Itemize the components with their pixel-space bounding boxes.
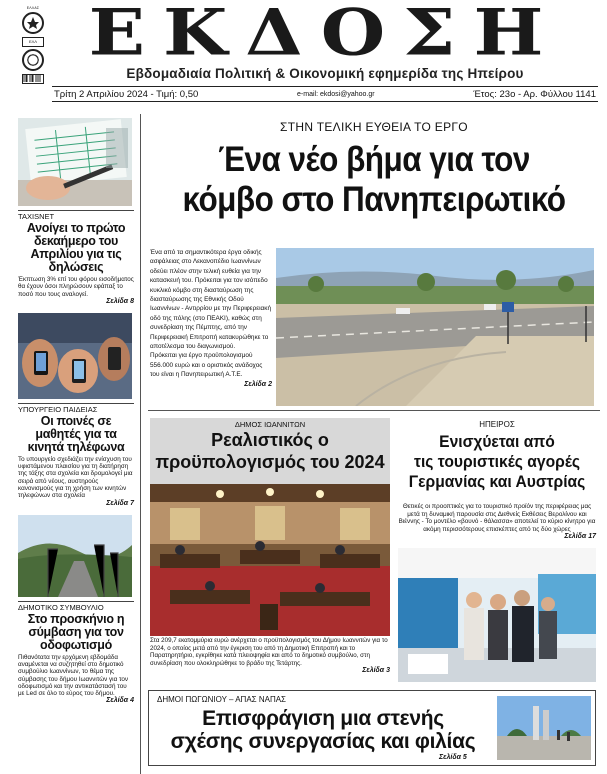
left-column bbox=[18, 118, 134, 704]
story-section-label: ΥΠΟΥΡΓΕΙΟ ΠΑΙΔΕΙΑΣ bbox=[18, 403, 134, 414]
bottom-headline-line: σχέσης συνεργασίας και φιλίας bbox=[170, 730, 476, 753]
tax-form-photo bbox=[18, 118, 132, 206]
side-logos bbox=[18, 6, 48, 90]
lead-body bbox=[150, 248, 272, 389]
lead-paragraph: Πρόκειται για έργο προϋπολογισμού 556.000 ευρώ και ο οριστικός ανάδοχος του είναι η Πανηπειρωτική Α.Τ.Ε. bbox=[150, 352, 263, 379]
budget-headline-line: Ρεαλιστικός ο bbox=[211, 430, 329, 450]
bottom-headline[interactable] bbox=[155, 707, 491, 753]
side-tag: ΕΛΛΑΣ bbox=[26, 6, 40, 10]
lead-kicker: ΣΤΗΝ ΤΕΛΙΚΗ ΕΥΘΕΙΑ ΤΟ ΕΡΓΟ bbox=[280, 120, 468, 134]
masthead bbox=[0, 0, 607, 98]
tourism-fair-photo bbox=[398, 548, 596, 682]
lead-headline-line: κόμβο στο Πανηπειρωτικό bbox=[182, 180, 566, 219]
issue-date-price: Τρίτη 2 Απριλίου 2024 - Τιμή: 0,50 bbox=[54, 88, 199, 100]
tourism-body bbox=[398, 503, 596, 541]
newspaper-title: ΕΚΔΟΣΗ bbox=[88, 0, 562, 70]
tourism-kicker: ΗΠΕΙΡΟΣ bbox=[479, 420, 515, 429]
tourism-paragraph: Θετικές οι προοπτικές για το τουριστικό προϊόν της περιφέρειας μας μετά τη δυναμική παρουσία στις Διεθνείς Εκθέσεις Βερολίνου και Βιέννης - Το μοντέλο «βουνό - θάλασσα» αποτελεί το κύριο κίνητρο για ακόμη περισσότερους επισκέπτες από τις δύο χώρες bbox=[398, 503, 596, 533]
tourism-headline-line: τις τουριστικές αγορές bbox=[413, 452, 581, 471]
page-reference[interactable]: Σελίδα 4 bbox=[106, 697, 134, 705]
tourism-headline[interactable] bbox=[406, 432, 588, 492]
junction-road-photo bbox=[276, 248, 594, 406]
page-reference[interactable]: Σελίδα 7 bbox=[106, 499, 134, 507]
lead-headline-line: Ένα νέο βήμα για τον bbox=[218, 140, 530, 179]
students-phones-photo bbox=[18, 313, 132, 399]
budget-headline-line: προϋπολογισμός του 2024 bbox=[155, 452, 385, 472]
page-reference[interactable]: Σελίδα 5 bbox=[439, 754, 467, 761]
lead-paragraph: Ένα από τα σημαντικότερα έργα οδικής ασφάλειας στο Λεκανοπέδιο Ιωαννίνων οδεύει πλέον στην τελική ευθεία για την κατασκευή του. Πρόκειται για τον ισόπεδο κυκλικό κόμβο στη διασταύρωση της διασταύρωσης της Εθνικής Οδού Ιωαννίνων - Αντιρρίου με την Περιφερειακή οδό της πόλης (στο ΠΕΑΚΙ), καθώς στη συνεδρίαση της Πέμπτης, από την Περιφερειακή Επιτροπή κατακυρώθηκε το αποτέλεσμα του διαγωνισμού. bbox=[150, 249, 271, 351]
story-headline[interactable]: Ανοίγει το πρώτο δεκαήμερο του Απριλίου για τις δηλώσεις bbox=[26, 221, 126, 274]
contact-email[interactable]: e-mail: ekdosi@yahoo.gr bbox=[297, 90, 375, 98]
issue-number: Έτος: 23ο - Αρ. Φύλλου 1141 bbox=[473, 88, 596, 100]
budget-body bbox=[150, 637, 390, 675]
barcode-icon bbox=[22, 74, 44, 84]
side-story-taxisnet[interactable] bbox=[18, 118, 134, 305]
column-divider bbox=[140, 114, 141, 774]
story-section-label: ΔΗΜΟΤΙΚΟ ΣΥΜΒΟΥΛΙΟ bbox=[18, 601, 134, 612]
budget-headline[interactable] bbox=[150, 429, 390, 473]
bottom-kicker: ΔΗΜΟΙ ΠΩΓΩΝΙΟΥ – ΑΠΑΣ ΝΑΠΑΣ bbox=[157, 695, 286, 704]
page-reference[interactable]: Σελίδα 17 bbox=[564, 533, 596, 541]
publisher-logo: ΕΛΛ bbox=[22, 37, 44, 47]
budget-headline-box bbox=[150, 418, 390, 484]
page-reference[interactable]: Σελίδα 3 bbox=[362, 667, 390, 675]
side-story-street-lighting[interactable] bbox=[18, 515, 134, 705]
emblem-logo-icon bbox=[22, 12, 44, 34]
issue-info-bar bbox=[52, 86, 598, 102]
page-reference[interactable]: Σελίδα 8 bbox=[106, 297, 134, 305]
page-reference[interactable]: Σελίδα 2 bbox=[244, 380, 272, 388]
seal-logo-icon bbox=[22, 49, 44, 71]
story-headline[interactable]: Στο προσκήνιο η σύμβαση για τον οδοφωτισμό bbox=[27, 611, 125, 652]
story-headline[interactable]: Οι ποινές σε μαθητές για τα κινητά τηλέφωνα bbox=[27, 413, 125, 454]
bottom-headline-line: Επισφράγιση μια στενής bbox=[202, 707, 444, 730]
story-summary: Έκπτωση 3% επί του φόρου εισοδήματος θα έχουν όσοι πληρώσουν εφάπαξ το ποσό που τους αναλογεί. bbox=[18, 276, 134, 298]
newspaper-subtitle: Εβδομαδιαία Πολιτική & Οικονομική εφημερίδα της Ηπείρου bbox=[126, 66, 524, 81]
bottom-story[interactable] bbox=[148, 690, 596, 766]
street-lights-photo bbox=[18, 515, 132, 597]
story-summary: Το υπουργείο σχεδιάζει την ενίσχυση του υφιστάμενου πλαισίου για τη διατήρηση της τάξης στα σχολεία και δρομολογεί μια σειρά από νέους, αυστηρούς κανονισμούς για τη χρήση των κινητών τηλεφώνων στα σχολεία bbox=[18, 455, 133, 500]
story-summary: Πιθανότατα την ερχόμενη εβδομάδα αναμένεται να συζητηθεί στο δημοτικό συμβούλιο Ιωαννίνων, το θέμα της σύμβασης του δήμου Ιωαννιτών για τον οδοφωτισμό και την αντικατάστασή του με Led σε όλο το εύρος του δήμου. bbox=[18, 653, 129, 698]
monument-photo bbox=[497, 696, 591, 760]
tourism-headline-line: Γερμανίας και Αυστρίας bbox=[408, 472, 586, 491]
budget-paragraph: Στα 209,7 εκατομμύρια ευρώ ανέρχεται ο προϋπολογισμός του Δήμου Ιωαννιτών για το 2024, ο οποίος μετά από την έγκριση του από τη Δημοτική Επιτροπή και το Παρατηρητήριο, εγκρίθηκε κατά πλειοψηφία και από το δημοτικό συμβούλιο, στη συνεδρίαση που ολοκληρώθηκε το βράδυ της Τετάρτης. bbox=[150, 637, 388, 667]
council-chamber-photo bbox=[150, 484, 390, 636]
side-story-mobile-phones[interactable] bbox=[18, 313, 134, 507]
budget-kicker: ΔΗΜΟΣ ΙΩΑΝΝΙΤΩΝ bbox=[234, 420, 306, 429]
tourism-headline-line: Ενισχύεται από bbox=[439, 432, 555, 451]
story-section-label: ΤΑΧΙSNET bbox=[18, 210, 134, 221]
row-divider bbox=[148, 410, 600, 411]
lead-headline[interactable] bbox=[172, 140, 575, 220]
